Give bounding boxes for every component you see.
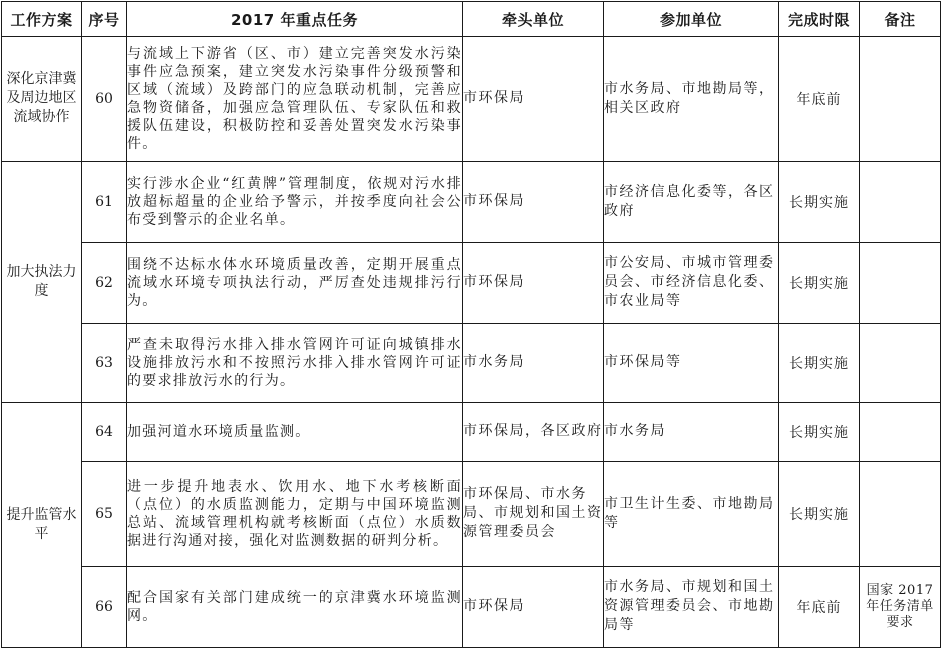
- notes-cell: [860, 402, 941, 461]
- task-cell: 进一步提升地表水、饮用水、地下水考核断面（点位）的水质监测能力，定期与中国环境监测总站、流域管理机构就考核断面（点位）水质数据进行沟通对接，强化对监测数据的研判分析。: [127, 461, 463, 566]
- deadline-cell: 长期实施: [779, 161, 860, 242]
- lead-unit-cell: 市水务局: [463, 323, 604, 402]
- header-participants: 参加单位: [604, 2, 779, 37]
- lead-unit-cell: 市环保局，各区政府: [463, 402, 604, 461]
- header-lead: 牵头单位: [463, 2, 604, 37]
- notes-cell: [860, 323, 941, 402]
- table-row: [2, 37, 941, 162]
- participant-units-cell: 市水务局、市地勘局等，相关区政府: [604, 37, 779, 162]
- plan-group-cell: 加大执法力度: [2, 161, 82, 402]
- table-row: [2, 161, 941, 242]
- task-cell: 与流域上下游省（区、市）建立完善突发水污染事件应急预案，建立突发水污染事件分级预警和区域（流域）及跨部门的应急联动机制，完善应急物资储备，加强应急管理队伍、专家队伍和救援队伍建设，积极防控和妥善处置突发水污染事件。: [127, 37, 463, 162]
- row-number: 65: [82, 461, 127, 566]
- header-plan: 工作方案: [2, 2, 82, 37]
- lead-unit-cell: 市环保局: [463, 566, 604, 647]
- deadline-cell: 长期实施: [779, 461, 860, 566]
- participant-units-cell: 市水务局、市规划和国土资源管理委员会、市地勘局等: [604, 566, 779, 647]
- task-table: [1, 1, 941, 648]
- header-task: 2017 年重点任务: [127, 2, 463, 37]
- notes-cell: [860, 37, 941, 162]
- lead-unit-cell: 市环保局: [463, 161, 604, 242]
- lead-unit-cell: 市环保局、市水务局、市规划和国土资源管理委员会: [463, 461, 604, 566]
- plan-group-cell: 提升监管水平: [2, 402, 82, 647]
- notes-cell: 国家 2017 年任务清单要求: [860, 566, 941, 647]
- row-number: 62: [82, 242, 127, 323]
- notes-cell: [860, 461, 941, 566]
- table-row: [2, 323, 941, 402]
- header-deadline: 完成时限: [779, 2, 860, 37]
- row-number: 64: [82, 402, 127, 461]
- header-number: 序号: [82, 2, 127, 37]
- row-number: 60: [82, 37, 127, 162]
- deadline-cell: 长期实施: [779, 402, 860, 461]
- deadline-cell: 长期实施: [779, 323, 860, 402]
- header-row: [2, 2, 941, 37]
- table-row: [2, 566, 941, 647]
- participant-units-cell: 市卫生计生委、市地勘局等: [604, 461, 779, 566]
- plan-group-cell: 深化京津冀及周边地区流域协作: [2, 37, 82, 162]
- lead-unit-cell: 市环保局: [463, 242, 604, 323]
- deadline-cell: 年底前: [779, 37, 860, 162]
- participant-units-cell: 市经济信息化委等，各区政府: [604, 161, 779, 242]
- deadline-cell: 年底前: [779, 566, 860, 647]
- participant-units-cell: 市水务局: [604, 402, 779, 461]
- task-cell: 配合国家有关部门建成统一的京津冀水环境监测网。: [127, 566, 463, 647]
- notes-cell: [860, 161, 941, 242]
- row-number: 61: [82, 161, 127, 242]
- task-cell: 加强河道水环境质量监测。: [127, 402, 463, 461]
- task-cell: 围绕不达标水体水环境质量改善，定期开展重点流域水环境专项执法行动，严厉查处违规排污行为。: [127, 242, 463, 323]
- notes-cell: [860, 242, 941, 323]
- header-notes: 备注: [860, 2, 941, 37]
- row-number: 66: [82, 566, 127, 647]
- participant-units-cell: 市环保局等: [604, 323, 779, 402]
- table-row: [2, 242, 941, 323]
- task-cell: 实行涉水企业“红黄牌”管理制度，依规对污水排放超标超量的企业给予警示，并按季度向社会公布受到警示的企业名单。: [127, 161, 463, 242]
- row-number: 63: [82, 323, 127, 402]
- participant-units-cell: 市公安局、市城市管理委员会、市经济信息化委、市农业局等: [604, 242, 779, 323]
- table-row: [2, 461, 941, 566]
- deadline-cell: 长期实施: [779, 242, 860, 323]
- table-row: [2, 402, 941, 461]
- lead-unit-cell: 市环保局: [463, 37, 604, 162]
- task-cell: 严查未取得污水排入排水管网许可证向城镇排水设施排放污水和不按照污水排入排水管网许可证的要求排放污水的行为。: [127, 323, 463, 402]
